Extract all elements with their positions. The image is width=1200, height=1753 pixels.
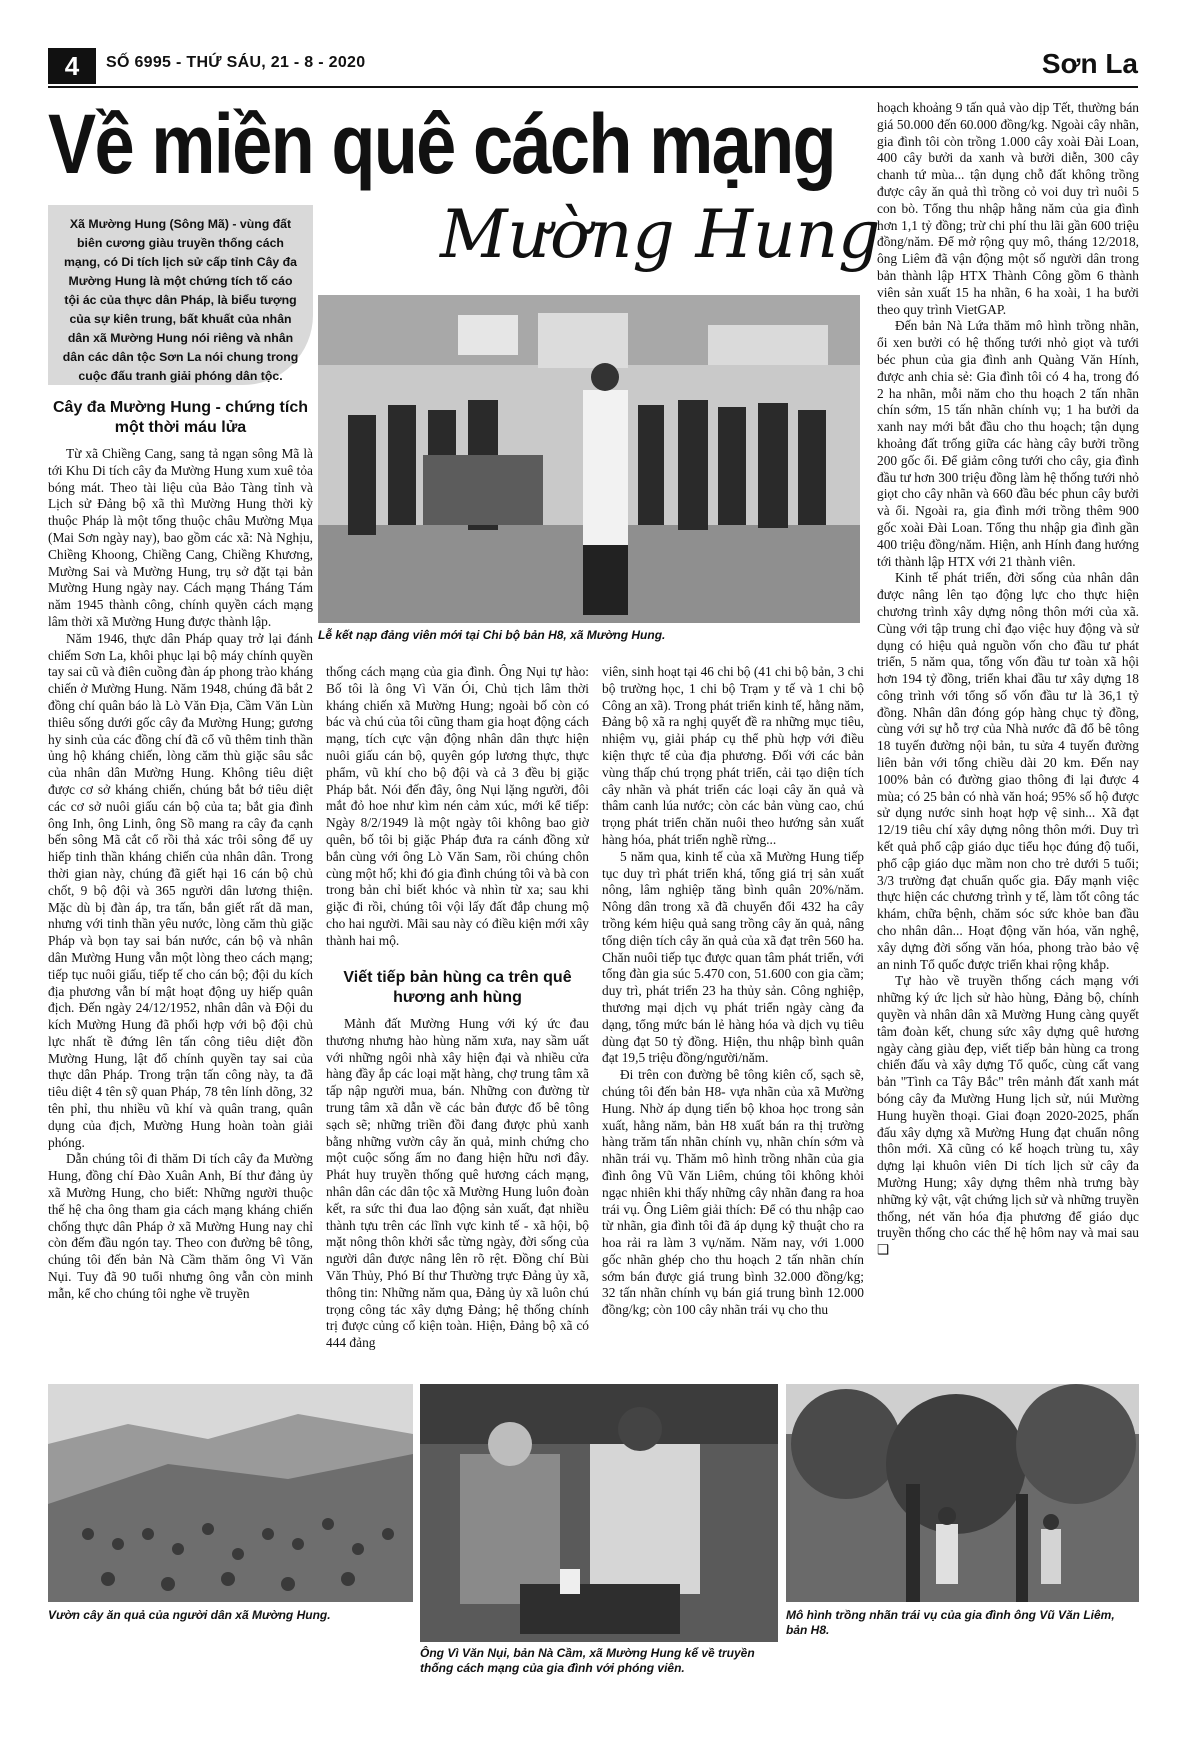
page-number: 4 [48,48,96,84]
orchard-photo-caption: Vườn cây ăn quả của người dân xã Mường Hung. [48,1608,331,1622]
orchard-photo [48,1384,413,1602]
interview-photo [420,1384,778,1642]
paragraph: Đi trên con đường bê tông kiên cố, sạch sẽ, chúng tôi đến bản H8- vựa nhãn của xã Mường Hung. Nhờ áp dụng tiến bộ khoa học trong sản xuất, hằng năm, bản H8 xuất bán ra thị trường hàng trăm tấn nhãn chính vụ, nhãn chín sớm và nhãn trái vụ. Thăm mô hình trồng nhãn của gia đình ông Vũ Văn Liêm, chúng tôi không khỏi ngạc nhiên khi thấy những cây nhãn đang ra hoa trái vụ. Ông Liêm giải thích: Để có thu nhập cao từ nhãn, gia đình tôi đã áp dụng kỹ thuật cho ra hoa rải ra làm 3 vụ/năm. Năm nay, với 1.000 gốc nhãn ghép cho thu hoạch 2 tấn nhãn chín sớm bán được giá trung bình 32.000 đồng/kg; 32 tấn nhãn chính vụ bán giá trung bình 12.000 đồng/kg; còn 100 cây nhãn trái vụ cho thu [602,1067,864,1318]
longan-photo [786,1384,1139,1602]
longan-photo-caption: Mô hình trồng nhãn trái vụ của gia đình ông Vũ Văn Liêm, bản H8. [786,1608,1115,1637]
article-title: Về miền quê cách mạng [48,97,835,191]
paragraph: Tự hào về truyền thống cách mạng với những ký ức lịch sử hào hùng, Đảng bộ, chính quyền và nhân dân xã Mường Hung càng quyết tâm đoàn kết, chung sức xây dựng quê hương ngày càng giàu đẹp, viết tiếp bản hùng ca trong chiến đấu và xây dựng Tổ quốc, cùng cất vang bản "Tình ca Tây Bắc" trên mảnh đất xanh mát bóng cây đa Mường Hung lịch sử, núi Mường Hung huyền thoại. Giai đoạn 2020-2025, phấn đấu xây dựng xã Mường Hung đạt chuẩn nông thôn mới. Xã cũng có kế hoạch trùng tu, xây dựng lại khuôn viên Di tích lịch sử cây đa Mường Hung; xây dựng thêm nhà trưng bày những kỷ vật, vật chứng lịch sử và những truyền thống, nét văn hóa địa phương để giáo dục truyền thống cho các thế hệ hôm nay và mai sau ❑ [877,973,1139,1258]
text-column-1 [48,446,313,1370]
section-heading-1: Cây đa Mường Hung - chứng tích một thời máu lửa [53,399,308,436]
region-label: Sơn La [1041,48,1138,79]
paragraph: thống cách mạng của gia đình. Ông Nụi tự hào: Bố tôi là ông Vì Văn Ói, Chủ tịch lâm thời kháng chiến xã Mường Hung; ngoài bố còn có bác và chú của tôi cũng tham gia hoạt động cách mạng, tích cực vận động nhân dân thực hiện nuôi giấu cán bộ, quyên góp lương thực, thực phẩm, vũ khí cho bộ đội và cả 3 đều bị giặc Pháp bắt. Nói đến đây, ông Nụi lặng người, đôi mắt đỏ hoe như kìm nén cảm xúc, mới kể tiếp: Ngày 8/2/1949 là một ngày tôi không bao giờ quên, bố tôi bị giặc Pháp đưa ra cánh đồng xử bắn cùng với ông Lò Văn Sam, rồi chúng chôn cùng một hố; khi đó gia đình chúng tôi và bà con trong bản chỉ biết khóc và nhìn từ xa; sau khi giặc đi rồi, chúng tôi vội lấy đất đắp chung mộ cho hai người. Mãi sau này có điều kiện mới xây thành hai mộ. [326,664,589,948]
header-rule [48,86,1138,88]
interview-photo-caption: Ông Vì Văn Nụi, bản Nà Cầm, xã Mường Hung kể về truyền thống cách mạng của gia đình với phóng viên. [420,1646,755,1675]
main-photo [318,295,860,623]
paragraph: Năm 1946, thực dân Pháp quay trở lại đánh chiếm Sơn La, khôi phục lại bộ máy chính quyền tay sai cũ và điên cuồng đàn áp phong trào kháng chiến ở Mường Hung. Năm 1948, chúng đã bắt 2 đồng chí quân báo là Lò Văn Địa, Cầm Văn Lùn thiêu sống dưới gốc cây đa Mường Hung; gương hy sinh của các đồng chí đã cổ vũ thêm tinh thần ủng hộ kháng chiến, lòng căm thù giặc sâu sắc của nhân dân Mường Hung. Không tiêu diệt được cơ sở kháng chiến, chúng bắt bớ tiêu diệt các cơ sở nuôi giấu cán bộ của ta; bắt gia đình ông Inh, ông Linh, ông Sồ mang ra cây đa cạnh bến sông Mã cắt cổ rồi thả xác trôi sông để uy hiếp tinh thần kháng chiến của nhân dân. Trong thời gian này, chúng đã giết hại 16 cán bộ chủ chốt, 9 bộ đội và 365 người dân lương thiện. Mặc dù bị đàn áp, tra tấn, bắn giết rất dã man, nhưng với tinh thần yêu nước, lòng căm thù giặc Pháp và bọn tay sai bán nước, cán bộ và nhân dân Mường Hung vẫn một lòng theo cách mạng; tiếp tục nuôi giấu, tiếp tế cho cán bộ; đội du kích địa phương vẫn bí mật hoạt động uy hiếp quân địch. Đến ngày 24/12/1952, nhân dân và Đội du kích Mường Hung đã phối hợp với bộ đội chủ lực nhất tề đứng lên tấn công tiêu diệt đồn Mường Hung, lật đổ chính quyền tay sai của thực dân Pháp. Trong trận tấn công này, ta đã tiêu diệt 4 tên sỹ quan Pháp, 78 tên lính dõng, 32 tên phỉ, thu nhiều vũ khí và quân trang, quân dụng của địch, Mường Hung hoàn toàn giải phóng. [48,630,313,1150]
text-column-3 [602,664,864,1370]
orchard-photo-image [48,1384,413,1602]
paragraph: Từ xã Chiềng Cang, sang tả ngạn sông Mã là tới Khu Di tích cây đa Mường Hung xum xuê tỏa bóng mát. Theo tài liệu của Bảo Tàng tỉnh và Lịch sử Đảng bộ xã thì Mường Hung thời kỳ thuộc Pháp là một tổng thuộc châu Mường Mụa (Mai Sơn ngày nay), bao gồm các xã: Nà Nghịu, Chiềng Khoong, Chiềng Cang, Chiềng Khương, Mường Sai và Mường Hung, trụ sở đặt tại bản Mường Hung ngày nay. Cách mạng Tháng Tám năm 1945 thành công, chính quyền cách mạng lâm thời xã Mường Hung được thành lập. [48,446,313,629]
longan-photo-image [786,1384,1139,1602]
paragraph: Mảnh đất Mường Hung với ký ức đau thương nhưng hào hùng năm xưa, nay sầm uất với những ngôi nhà xây hiện đại và nhiều cửa hàng đầy ắp các loại mặt hàng, chợ trung tâm xã tấp nập người mua, bán. Những con đường từ trung tâm xã dẫn về các bản được đổ bê tông sạch sẽ; những triền đồi đang được phủ xanh bằng những vườn cây ăn quả, minh chứng cho một cuộc sống ấm no đang hiện hữu nơi đây. Phát huy truyền thống quê hương cách mạng, nhân dân các dân tộc xã Mường Hung luôn đoàn kết, ra sức thi đua lao động sản xuất, đạt nhiều thành tựu trên các lĩnh vực kinh tế - xã hội, bộ mặt nông thôn khởi sắc từng ngày, đời sống của người dân được nâng lên rõ rệt. Đồng chí Bùi Văn Thủy, Phó Bí thư Thường trực Đảng ủy xã, thông tin: Những năm qua, Đảng ủy xã luôn chú trọng công tác xây dựng Đảng; hệ thống chính trị được củng cố kiện toàn. Hiện, Đảng bộ xã có 444 đảng [326,1016,589,1351]
paragraph: Đến bản Nà Lứa thăm mô hình trồng nhãn, ổi xen bưởi có hệ thống tưới nhỏ giọt và tưới béc phun của gia đình anh Quàng Văn Hính, được anh chia sẻ: Gia đình tôi có 4 ha, trong đó 2 ha nhãn, mỗi năm cho thu hoạch 2 tấn nhãn chín sớm, 15 tấn nhãn chính vụ; 1 ha bưởi da xanh nay mới bắt đầu cho thu hoạch; tận dụng khoảng đất trống giữa các hàng cây bưởi trồng 200 gốc ổi. Để giảm công tưới cho cây, gia đình đầu tư hơn 300 triệu đồng làm hệ thống tưới nhỏ giọt cho cây nhãn và 660 đầu béc phun cây bưởi và ổi. Ngoài ra, gia đình mới trồng thêm 900 gốc xoài Đài Loan. Tổng thu nhập gia đình gần 400 triệu đồng/năm. Hiện, anh Hính đang hướng tới thành lập HTX với 21 thành viên. [877,318,1139,569]
text-column-2 [326,664,589,964]
main-photo-caption: Lễ kết nạp đảng viên mới tại Chi bộ bản H8, xã Mường Hung. [318,628,666,642]
paragraph: Dẫn chúng tôi đi thăm Di tích cây đa Mường Hung, đồng chí Đào Xuân Anh, Bí thư đảng ủy xã Mường Hung, cho biết: Những người thuộc thế hệ cha ông tham gia cách mạng kháng chiến chống thực dân Pháp ở xã Mường Hung nay chỉ còn đếm đầu ngón tay. Theo con đường bê tông, chúng tôi đến bản Nà Cầm thăm ông Vì Văn Nụi. Tuy đã 90 tuổi nhưng ông vẫn còn minh mẫn, kể cho chúng tôi nghe về truyền [48,1151,313,1301]
issue-info: SỐ 6995 - THỨ SÁU, 21 - 8 - 2020 [106,54,366,71]
ceremony-photo-image [318,295,860,623]
paragraph: hoạch khoảng 9 tấn quả vào dịp Tết, thường bán giá 50.000 đến 60.000 đồng/kg. Ngoài cây nhãn, gia đình tôi còn trồng 1.000 cây xoài Đài Loan, 400 cây bưởi da xanh và bưởi diễn, 300 cây chanh tứ mùa... tận dụng chỗ đất không trồng được cây ăn quả thì trồng cỏ voi duy trì nuôi 5 con bò. Tổng thu nhập hằng năm của gia đình hơn 1,1 tỷ đồng; trừ chi phí thu lãi gần 600 triệu đồng/năm. Để mở rộng quy mô, tháng 12/2018, ông Liêm đã vận động một số người dân trong bản thành lập HTX Thành Công gồm 6 thành viên sản xuất 15 ha nhãn, 6 ha xoài, 1 ha bưởi theo quy trình VietGAP. [877,100,1139,317]
paragraph: Kinh tế phát triển, đời sống của nhân dân được nâng lên tạo động lực cho thực hiện chương trình xây dựng nông thôn mới của xã. Cùng với tập trung chỉ đạo việc huy động và sử dụng có hiệu quả nguồn vốn cho đầu tư phát triển, 5 năm qua, tổng vốn đầu tư toàn xã hội hơn 194 tỷ đồng, triển khai đầu tư xây dựng 18 công trình với tổng số vốn đầu tư là 36,1 tỷ đồng. Nhân dân đóng góp hàng chục tỷ đồng, cùng với sự hỗ trợ của Nhà nước đã đổ bê tông 18 tuyến đường nội bản, tu sửa 4 tuyến đường liên bản với tổng chiều dài 20 km. Đến nay 100% bản có đường giao thông đi lại được 4 mùa; có 25 bản có nhà văn hoá; 95% số hộ được sử dụng nước sinh hoạt hợp vệ sinh... Xã đạt 12/19 tiêu chí xây dựng nông thôn mới. Duy trì kết quả phổ cập giáo dục tiểu học đúng độ tuổi, phổ cập giáo dục mầm non cho trẻ dưới 5 tuổi; 3/3 trường đạt chuẩn quốc gia. Đẩy mạnh việc thực hiện các chương trình y tế, làm tốt công tác khám, chữa bệnh, chăm sóc sức khỏe ban đầu cho nhân dân... Hoạt động văn hóa, văn nghệ, xây dựng đời sống văn hóa, phong trào bảo vệ an ninh Tổ quốc được triển khai rộng khắp. [877,570,1139,972]
interview-photo-image [420,1384,778,1642]
paragraph: viên, sinh hoạt tại 46 chi bộ (41 chi bộ bản, 3 chi bộ trường học, 1 chi bộ Trạm y tế và 1 chi bộ Công an xã). Trong phát triển kinh tế, hằng năm, Đảng bộ xã ra nghị quyết đề ra những mục tiêu, nhiệm vụ, giải pháp cụ thể phù hợp với điều kiện thực tế của địa phương. Đối với các bản vùng thấp chú trọng phát triển, cải tạo diện tích cây nhãn và phát triển các loại cây ăn quả và thâm canh lúa nước; còn các bản vùng cao, chú trọng phát triển chăn nuôi theo hướng sản xuất hàng hóa, phát triển nghề rừng... [602,664,864,847]
text-column-2b [326,1016,589,1370]
paragraph: 5 năm qua, kinh tế của xã Mường Hung tiếp tục duy trì phát triển khá, tổng giá trị sản xuất nông, lâm nghiệp tăng bình quân 20%/năm. Nông dân trong xã đã chuyển đổi 432 ha cây trồng kém hiệu quả sang trồng cây ăn quả, nâng tổng diện tích cây ăn quả của xã đạt trên 560 ha. Chăn nuôi tiếp tục được quan tâm phát triển, với tổng đàn gia súc 5.470 con, 51.600 con gia cầm; duy trì, phát triển 23 ha thủy sản. Công nghiệp, thương mại dịch vụ phát triển ngày càng đa dạng, tổng mức bán lẻ hàng hóa và dịch vụ tiêu dùng đạt 50 tỷ đồng. Hiện, thu nhập bình quân đạt 19,5 triệu đồng/người/năm. [602,848,864,1066]
section-heading-2: Viết tiếp bản hùng ca trên quê hương anh hùng [343,969,572,1006]
article-subtitle: Mường Hung [440,196,881,273]
intro-box: Xã Mường Hung (Sông Mã) - vùng đất biên cương giàu truyền thống cách mạng, có Di tích lịch sử cấp tỉnh Cây đa Mường Hung là một chứng tích tố cáo tội ác của thực dân Pháp, là biểu tượng của sự kiên trung, bất khuất của nhân dân xã Mường Hung nói riêng và nhân dân các dân tộc Sơn La nói chung trong cuộc đấu tranh giải phóng dân tộc. [48,205,313,385]
text-column-4 [877,100,1139,1370]
